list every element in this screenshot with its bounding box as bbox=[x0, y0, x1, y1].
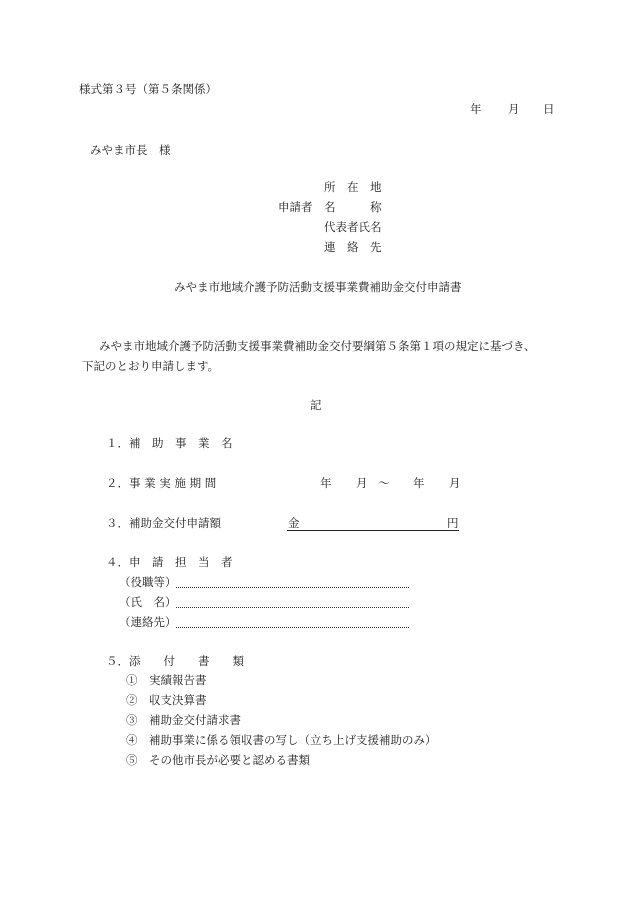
period-tilde: ～ bbox=[378, 476, 390, 490]
document-title: みやま市地域介護予防活動支援事業費補助金交付申請書 bbox=[174, 280, 462, 294]
body-line-1: みやま市地域介護予防活動支援事業費補助金交付要綱第５条第１項の規定に基づき、 bbox=[99, 339, 536, 353]
period-month-2: 月 bbox=[449, 476, 461, 490]
amount-underline bbox=[287, 530, 459, 531]
addressee: みやま市長 様 bbox=[90, 143, 171, 157]
applicant-label: 申請者 bbox=[278, 200, 313, 214]
period-year-2: 年 bbox=[413, 476, 425, 490]
item-2-label: ２．事 業 実 施 期 間 bbox=[106, 476, 217, 490]
attachment-item: ② 収支決算書 bbox=[126, 693, 207, 707]
contact-phone-label: （連絡先） bbox=[119, 615, 177, 629]
item-5-label: ５．添 付 書 類 bbox=[106, 654, 244, 668]
applicant-name-label: 名 称 bbox=[324, 200, 382, 214]
period-month-1: 月 bbox=[356, 476, 368, 490]
contact-phone-line bbox=[176, 627, 409, 628]
applicant-representative-label: 代表者氏名 bbox=[324, 220, 382, 234]
applicant-address-label: 所 在 地 bbox=[324, 180, 382, 194]
item-4-label: ４．申 請 担 当 者 bbox=[106, 555, 233, 569]
amount-yen: 円 bbox=[447, 516, 459, 530]
item-1-label: １．補 助 事 業 名 bbox=[106, 436, 233, 450]
ki-heading: 記 bbox=[310, 398, 322, 412]
amount-kin: 金 bbox=[288, 516, 300, 530]
attachment-item: ④ 補助事業に係る領収書の写し（立ち上げ支援補助のみ） bbox=[126, 733, 437, 747]
body-line-2: 下記のとおり申請します。 bbox=[82, 359, 220, 373]
date-year: 年 bbox=[470, 102, 482, 116]
attachment-item: ③ 補助金交付請求書 bbox=[126, 713, 241, 727]
attachment-item: ⑤ その他市長が必要と認める書類 bbox=[126, 753, 310, 767]
date-day: 日 bbox=[543, 102, 555, 116]
contact-role-label: （役職等） bbox=[119, 575, 177, 589]
contact-name-label: （氏 名） bbox=[119, 595, 177, 609]
date-month: 月 bbox=[508, 102, 520, 116]
item-3-label: ３．補助金交付申請額 bbox=[106, 516, 221, 530]
applicant-contact-label: 連 絡 先 bbox=[324, 240, 382, 254]
form-number: 様式第３号（第５条関係） bbox=[79, 82, 217, 96]
attachment-item: ① 実績報告書 bbox=[126, 673, 207, 687]
contact-name-line bbox=[176, 607, 409, 608]
period-year-1: 年 bbox=[320, 476, 332, 490]
contact-role-line bbox=[176, 587, 409, 588]
